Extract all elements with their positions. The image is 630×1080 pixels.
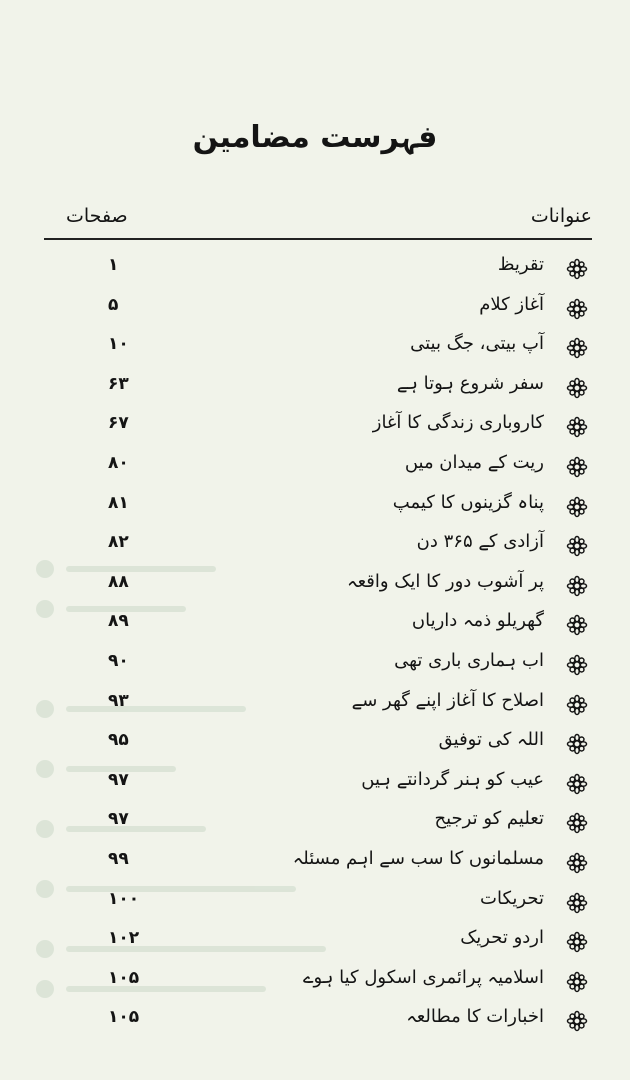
flower-bullet-icon <box>566 496 588 518</box>
toc-entry-title: کاروباری زندگی کا آغاز <box>372 412 544 434</box>
flower-bullet-icon <box>566 298 588 320</box>
toc-row[interactable] <box>0 686 630 726</box>
toc-row[interactable] <box>0 884 630 924</box>
toc-entry-title: اب ہماری باری تھی <box>394 649 544 671</box>
toc-entry-title: تحریکات <box>480 887 544 909</box>
flower-bullet-icon <box>566 773 588 795</box>
toc-page-number: ۹۳ <box>108 690 129 711</box>
flower-bullet-icon <box>566 258 588 280</box>
toc-row[interactable] <box>0 804 630 844</box>
pages-column-header: صفحات <box>66 205 128 227</box>
toc-page-number: ۶۳ <box>108 373 129 394</box>
toc-entry-title: گھریلو ذمہ داریاں <box>411 610 544 632</box>
flower-bullet-icon <box>566 733 588 755</box>
toc-page-number: ۶۷ <box>108 413 129 434</box>
flower-bullet-icon <box>566 535 588 557</box>
toc-entry-title: ریت کے میدان میں <box>404 451 544 473</box>
flower-bullet-icon <box>566 1010 588 1032</box>
toc-row[interactable] <box>0 250 630 290</box>
toc-entry-title: آزادی کے ۳۶۵ دن <box>416 531 544 553</box>
toc-page-number: ۱۰ <box>108 334 129 355</box>
toc-entry-title: پناہ گزینوں کا کیمپ <box>392 491 544 513</box>
flower-bullet-icon <box>566 654 588 676</box>
flower-bullet-icon <box>566 812 588 834</box>
toc-page-number: ۱۰۵ <box>108 967 140 988</box>
page-title: فہرست مضامین <box>192 120 438 155</box>
toc-page-number: ۱۰۲ <box>108 928 140 949</box>
toc-row[interactable] <box>0 606 630 646</box>
toc-row[interactable] <box>0 765 630 805</box>
flower-bullet-icon <box>566 931 588 953</box>
toc-page-number: ۹۵ <box>108 730 129 751</box>
toc-row[interactable] <box>0 844 630 884</box>
toc-page-number: ۱۰۵ <box>108 1007 140 1028</box>
header-divider <box>44 238 592 240</box>
toc-row[interactable] <box>0 290 630 330</box>
toc-row[interactable] <box>0 725 630 765</box>
toc-entry-title: آپ بیتی، جگ بیتی <box>410 333 544 355</box>
flower-bullet-icon <box>566 456 588 478</box>
flower-bullet-icon <box>566 614 588 636</box>
toc-page-number: ۸۲ <box>108 532 129 553</box>
flower-bullet-icon <box>566 892 588 914</box>
toc-row[interactable] <box>0 963 630 1003</box>
toc-entry-title: عیب کو ہنر گردانتے ہیں <box>361 768 544 790</box>
toc-page-number: ۱۰۰ <box>108 888 140 909</box>
toc-page-number: ۹۷ <box>108 769 129 790</box>
toc-page-number: ۸۸ <box>108 571 129 592</box>
toc-list <box>0 250 630 1042</box>
toc-entry-title: سفر شروع ہوتا ہے <box>396 372 544 394</box>
toc-entry-title: پر آشوب دور کا ایک واقعہ <box>347 570 544 592</box>
toc-row[interactable] <box>0 448 630 488</box>
toc-row[interactable] <box>0 567 630 607</box>
flower-bullet-icon <box>566 416 588 438</box>
toc-row[interactable] <box>0 646 630 686</box>
toc-page-number: ۹۹ <box>108 848 129 869</box>
toc-row[interactable] <box>0 369 630 409</box>
toc-page-number: ۸۹ <box>108 611 129 632</box>
toc-page-number: ۸۰ <box>108 452 129 473</box>
toc-page-number: ۸۱ <box>108 492 129 513</box>
toc-entry-title: تقریظ <box>497 254 544 275</box>
toc-page-number: ۱ <box>108 255 119 275</box>
flower-bullet-icon <box>566 971 588 993</box>
toc-row[interactable] <box>0 1002 630 1042</box>
toc-entry-title: اللہ کی توفیق <box>438 729 544 751</box>
toc-row[interactable] <box>0 923 630 963</box>
toc-entry-title: تعلیم کو ترجیح <box>434 808 544 830</box>
toc-entry-title: مسلمانوں کا سب سے اہم مسئلہ <box>292 847 544 869</box>
toc-entry-title: اسلامیہ پرائمری اسکول کیا ہوے <box>303 966 544 988</box>
toc-row[interactable] <box>0 527 630 567</box>
toc-entry-title: آغاز کلام <box>479 293 544 315</box>
flower-bullet-icon <box>566 377 588 399</box>
toc-row[interactable] <box>0 488 630 528</box>
flower-bullet-icon <box>566 694 588 716</box>
toc-page-number: ۹۷ <box>108 809 129 830</box>
toc-row[interactable] <box>0 329 630 369</box>
flower-bullet-icon <box>566 852 588 874</box>
toc-entry-title: اصلاح کا آغاز اپنے گھر سے <box>351 689 544 711</box>
toc-entry-title: اردو تحریک <box>460 927 544 949</box>
toc-row[interactable] <box>0 408 630 448</box>
entries-column-header: عنوانات <box>530 205 592 227</box>
toc-entry-title: اخبارات کا مطالعہ <box>406 1006 544 1028</box>
toc-page-number: ۵ <box>108 294 119 315</box>
toc-page-number: ۹۰ <box>108 650 129 671</box>
flower-bullet-icon <box>566 575 588 597</box>
flower-bullet-icon <box>566 337 588 359</box>
